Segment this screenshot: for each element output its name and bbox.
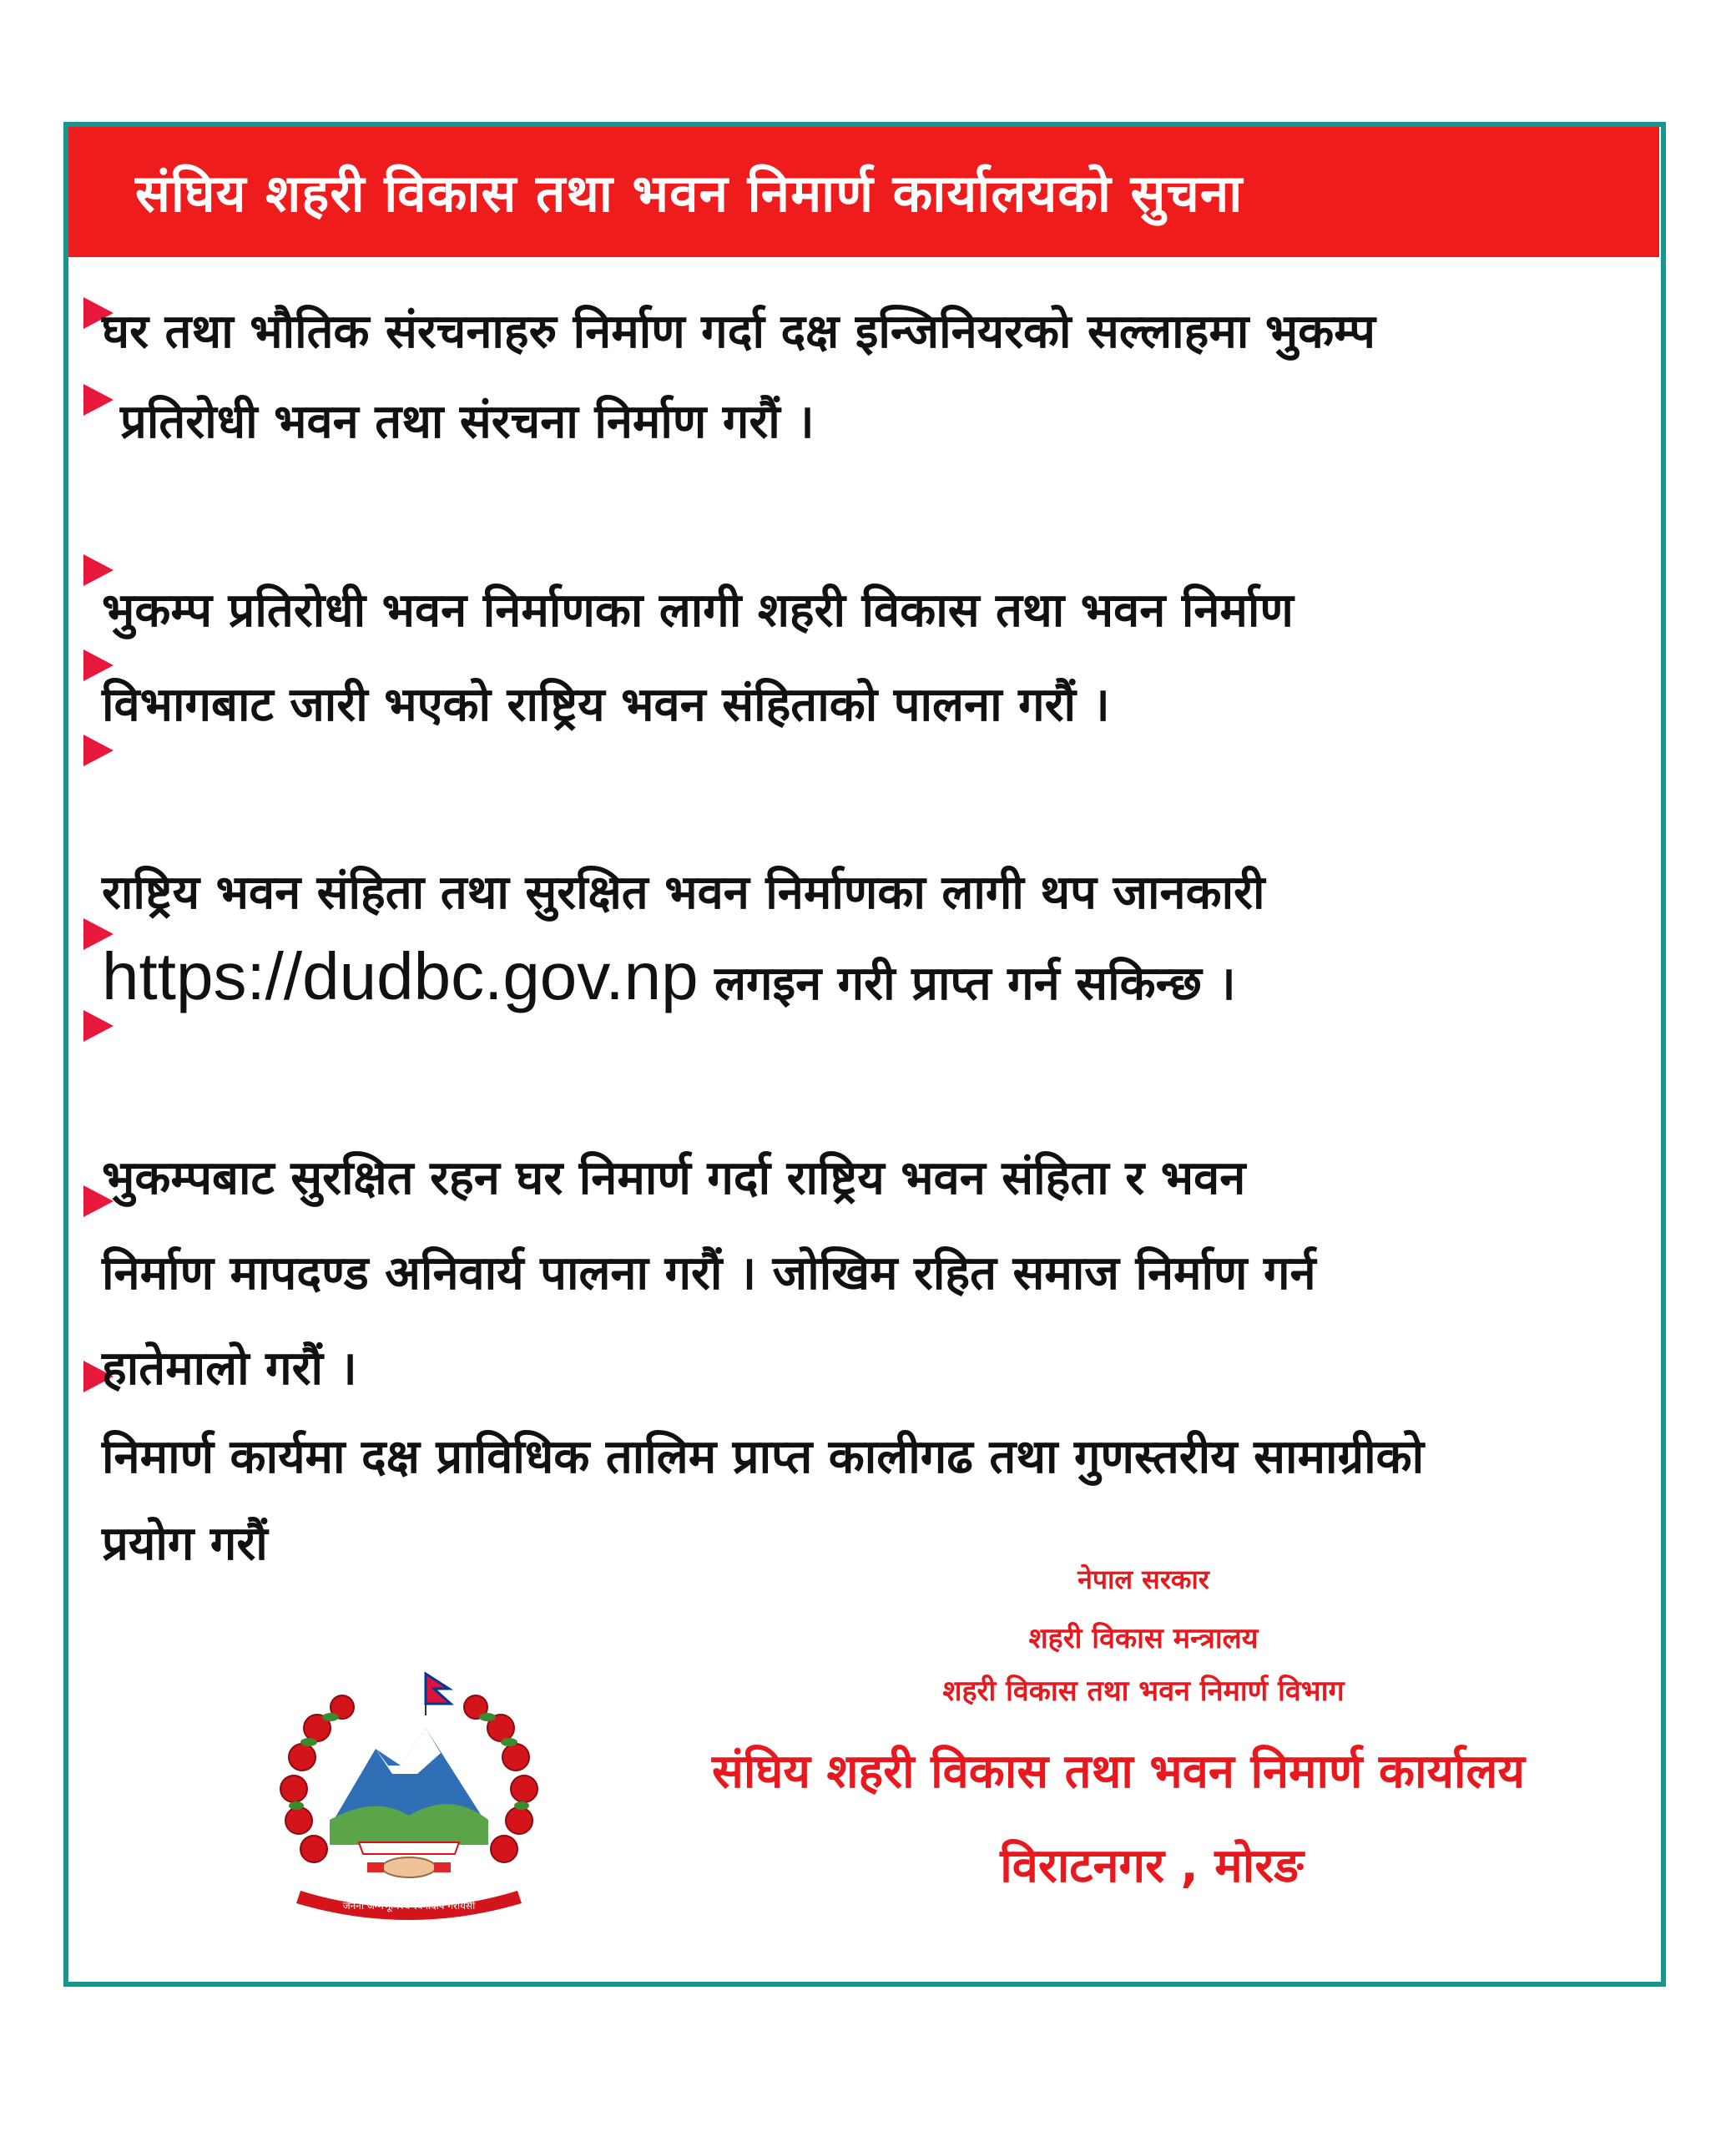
notice-line: विभागबाट जारी भएको राष्ट्रिय भवन संहिताको पालना गरौं । [102,678,1110,732]
nepal-emblem-icon [250,1649,568,1924]
notice-line: हातेमालो गरौं । [102,1341,357,1396]
notice-line: भुकम्प प्रतिरोधी भवन निर्माणका लागी शहरी विकास तथा भवन निर्माण [102,584,1294,638]
notice-line: घर तथा भौतिक संरचनाहरु निर्माण गर्दा दक्ष इन्जिनियरको सल्लाहमा भुकम्प [102,305,1375,359]
notice-line: प्रतिरोधी भवन तथा संरचना निर्माण गरौं । [120,395,815,449]
office-location: विराटनगर , मोरङ [1000,1839,1304,1893]
notice-line-url [102,939,1236,1018]
department-label: शहरी विकास तथा भवन निमार्ण विभाग [942,1675,1345,1708]
ministry-label: शहरी विकास मन्त्रालय [1028,1622,1259,1655]
notice-line: राष्ट्रिय भवन संहिता तथा सुरक्षित भवन निर्माणका लागी थप जानकारी [102,866,1265,920]
notice-line: भुकम्पबाट सुरक्षित रहन घर निमार्ण गर्दा राष्ट्रिय भवन संहिता र भवन [102,1151,1246,1205]
bullet-marker [83,735,114,766]
notice-banner [68,127,1659,257]
banner-title: संघिय शहरी विकास तथा भवन निमार्ण कार्यालयको सुचना [135,163,1244,224]
bullet-marker [83,384,114,416]
notice-line-tail: लगइन गरी प्राप्त गर्न सकिन्छ । [714,957,1236,1011]
notice-line: प्रयोग गरौं [102,1517,268,1571]
notice-line: निर्माण मापदण्ड अनिवार्य पालना गरौं । जोखिम रहित समाज निर्माण गर्न [102,1246,1316,1301]
notice-line: निमार्ण कार्यमा दक्ष प्राविधिक तालिम प्राप्त कालीगढ तथा गुणस्तरीय सामाग्रीको [102,1430,1425,1484]
office-name: संघिय शहरी विकास तथा भवन निमार्ण कार्यालय [712,1745,1525,1799]
dudbc-link[interactable]: https://dudbc.gov.np [102,939,699,1013]
emblem-motto: जननी जन्मभूमिश्च स्वर्गादपि गरीयसी [342,1900,476,1912]
government-label: नेपाल सरकार [1077,1564,1209,1595]
